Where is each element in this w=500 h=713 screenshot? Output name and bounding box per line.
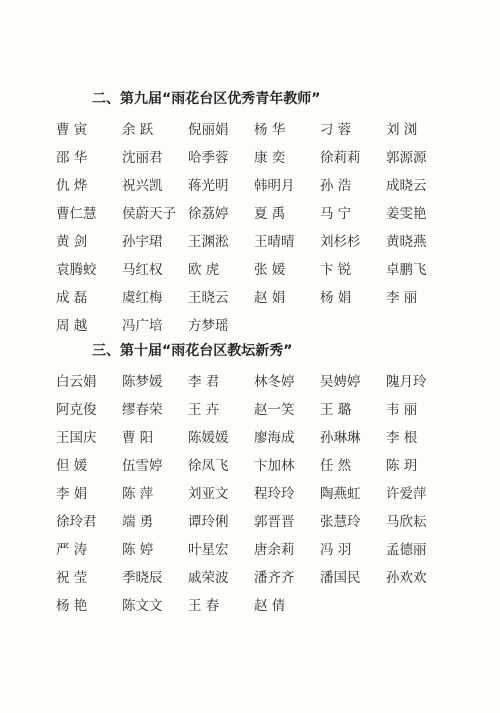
name-entry: 卞加林 bbox=[254, 458, 295, 474]
name-entry: 郭晋晋 bbox=[254, 514, 295, 530]
name-entry: 陈文文 bbox=[122, 598, 163, 614]
name-entry: 刘杉杉 bbox=[320, 234, 361, 250]
name-entry: 李 丽 bbox=[386, 290, 418, 306]
name-entry: 成 磊 bbox=[56, 290, 88, 306]
name-entry: 黄 剑 bbox=[56, 234, 88, 250]
name-entry: 卓鹏飞 bbox=[386, 262, 427, 278]
name-entry: 陈 玥 bbox=[386, 458, 418, 474]
name-entry: 成晓云 bbox=[386, 178, 427, 194]
name-entry: 韩明月 bbox=[254, 178, 295, 194]
name-entry: 孙宇珺 bbox=[122, 234, 163, 250]
name-entry: 沈丽君 bbox=[122, 150, 163, 166]
name-entry: 端 勇 bbox=[122, 514, 154, 530]
name-entry: 侯蔚天子 bbox=[122, 206, 176, 222]
name-entry: 徐凤飞 bbox=[188, 458, 229, 474]
name-entry: 黄晓燕 bbox=[386, 234, 427, 250]
name-entry: 季晓辰 bbox=[122, 570, 163, 586]
name-entry: 陈媛媛 bbox=[188, 430, 229, 446]
name-entry: 马欣耘 bbox=[386, 514, 427, 530]
name-entry: 周 越 bbox=[56, 318, 88, 334]
name-entry: 卞 锐 bbox=[320, 262, 352, 278]
name-entry: 徐莉莉 bbox=[320, 150, 361, 166]
name-entry: 孙 浩 bbox=[320, 178, 352, 194]
name-entry: 伍雪婷 bbox=[122, 458, 163, 474]
name-entry: 曹 阳 bbox=[122, 430, 154, 446]
name-row bbox=[56, 422, 456, 450]
name-entry: 陶燕虹 bbox=[320, 486, 361, 502]
name-entry: 戚荣波 bbox=[188, 570, 229, 586]
name-entry: 赵 倩 bbox=[254, 598, 286, 614]
name-row bbox=[56, 450, 456, 478]
name-entry: 潘国民 bbox=[320, 570, 361, 586]
section-heading-tenth: 三、第十届“雨花台区教坛新秀” bbox=[92, 343, 293, 359]
name-entry: 方梦瑶 bbox=[188, 318, 229, 334]
name-entry: 冯 羽 bbox=[320, 542, 352, 558]
name-row bbox=[56, 478, 456, 506]
name-entry: 孙琳琳 bbox=[320, 430, 361, 446]
name-entry: 马红权 bbox=[122, 262, 163, 278]
name-entry: 哈季蓉 bbox=[188, 150, 229, 166]
name-row bbox=[56, 142, 456, 170]
name-entry: 陈梦媛 bbox=[122, 374, 163, 390]
name-entry: 马 宁 bbox=[320, 206, 352, 222]
name-entry: 严 涛 bbox=[56, 542, 88, 558]
name-entry: 孙欢欢 bbox=[386, 570, 427, 586]
name-entry: 倪丽娟 bbox=[188, 122, 229, 138]
name-entry: 叶星宏 bbox=[188, 542, 229, 558]
name-row bbox=[56, 198, 456, 226]
name-entry: 缪春荣 bbox=[122, 402, 163, 418]
name-entry: 王 璐 bbox=[320, 402, 352, 418]
name-entry: 袁腾蛟 bbox=[56, 262, 97, 278]
name-entry: 徐玲君 bbox=[56, 514, 97, 530]
name-entry: 王 卉 bbox=[188, 402, 220, 418]
name-entry: 任 然 bbox=[320, 458, 352, 474]
name-entry: 廖海成 bbox=[254, 430, 295, 446]
name-entry: 王 春 bbox=[188, 598, 220, 614]
name-entry: 邵 华 bbox=[56, 150, 88, 166]
name-entry: 杨 艳 bbox=[56, 598, 88, 614]
name-entry: 祝 莹 bbox=[56, 570, 88, 586]
name-entry: 谭玲俐 bbox=[188, 514, 229, 530]
name-entry: 刘 浏 bbox=[386, 122, 418, 138]
name-entry: 隗月玲 bbox=[386, 374, 427, 390]
name-row bbox=[56, 282, 456, 310]
name-entry: 赵一笑 bbox=[254, 402, 295, 418]
name-entry: 吴娉婷 bbox=[320, 374, 361, 390]
name-entry: 程玲玲 bbox=[254, 486, 295, 502]
name-list-tenth bbox=[56, 366, 456, 618]
name-entry: 余 跃 bbox=[122, 122, 154, 138]
name-entry: 许爱萍 bbox=[386, 486, 427, 502]
name-row bbox=[56, 394, 456, 422]
name-entry: 白云娟 bbox=[56, 374, 97, 390]
name-row bbox=[56, 310, 456, 338]
name-row bbox=[56, 254, 456, 282]
name-row bbox=[56, 114, 456, 142]
name-entry: 曹 寅 bbox=[56, 122, 88, 138]
name-row bbox=[56, 590, 456, 618]
name-entry: 陈 萍 bbox=[122, 486, 154, 502]
name-entry: 阿克俊 bbox=[56, 402, 97, 418]
name-entry: 刁 蓉 bbox=[320, 122, 352, 138]
name-entry: 李 君 bbox=[188, 374, 220, 390]
name-entry: 欧 虎 bbox=[188, 262, 220, 278]
name-entry: 潘齐齐 bbox=[254, 570, 295, 586]
name-entry: 王晓云 bbox=[188, 290, 229, 306]
name-row bbox=[56, 562, 456, 590]
name-entry: 祝兴凯 bbox=[122, 178, 163, 194]
name-entry: 韦 丽 bbox=[386, 402, 418, 418]
name-entry: 王国庆 bbox=[56, 430, 97, 446]
name-entry: 蒋光明 bbox=[188, 178, 229, 194]
name-entry: 姜雯艳 bbox=[386, 206, 427, 222]
name-row bbox=[56, 534, 456, 562]
name-entry: 康 奕 bbox=[254, 150, 286, 166]
name-entry: 张慧玲 bbox=[320, 514, 361, 530]
name-entry: 李 娟 bbox=[56, 486, 88, 502]
section-heading-ninth: 二、第九届“雨花台区优秀青年教师” bbox=[92, 91, 321, 107]
name-row bbox=[56, 506, 456, 534]
name-entry: 赵 娟 bbox=[254, 290, 286, 306]
name-entry: 李 根 bbox=[386, 430, 418, 446]
name-entry: 孟德丽 bbox=[386, 542, 427, 558]
name-entry: 王晴晴 bbox=[254, 234, 295, 250]
name-entry: 徐荔婷 bbox=[188, 206, 229, 222]
name-entry: 杨 娟 bbox=[320, 290, 352, 306]
name-entry: 郭源源 bbox=[386, 150, 427, 166]
name-entry: 夏 禹 bbox=[254, 206, 286, 222]
name-entry: 仇 烨 bbox=[56, 178, 88, 194]
name-entry: 张 媛 bbox=[254, 262, 286, 278]
name-entry: 陈 婷 bbox=[122, 542, 154, 558]
name-row bbox=[56, 366, 456, 394]
name-entry: 但 媛 bbox=[56, 458, 88, 474]
name-list-ninth bbox=[56, 114, 456, 338]
name-entry: 林冬婷 bbox=[254, 374, 295, 390]
name-entry: 王渊淞 bbox=[188, 234, 229, 250]
name-entry: 虞红梅 bbox=[122, 290, 163, 306]
name-entry: 杨 华 bbox=[254, 122, 286, 138]
name-row bbox=[56, 170, 456, 198]
name-entry: 曹仁慧 bbox=[56, 206, 97, 222]
name-entry: 唐余莉 bbox=[254, 542, 295, 558]
name-row bbox=[56, 226, 456, 254]
name-entry: 刘亚文 bbox=[188, 486, 229, 502]
name-entry: 冯广培 bbox=[122, 318, 163, 334]
